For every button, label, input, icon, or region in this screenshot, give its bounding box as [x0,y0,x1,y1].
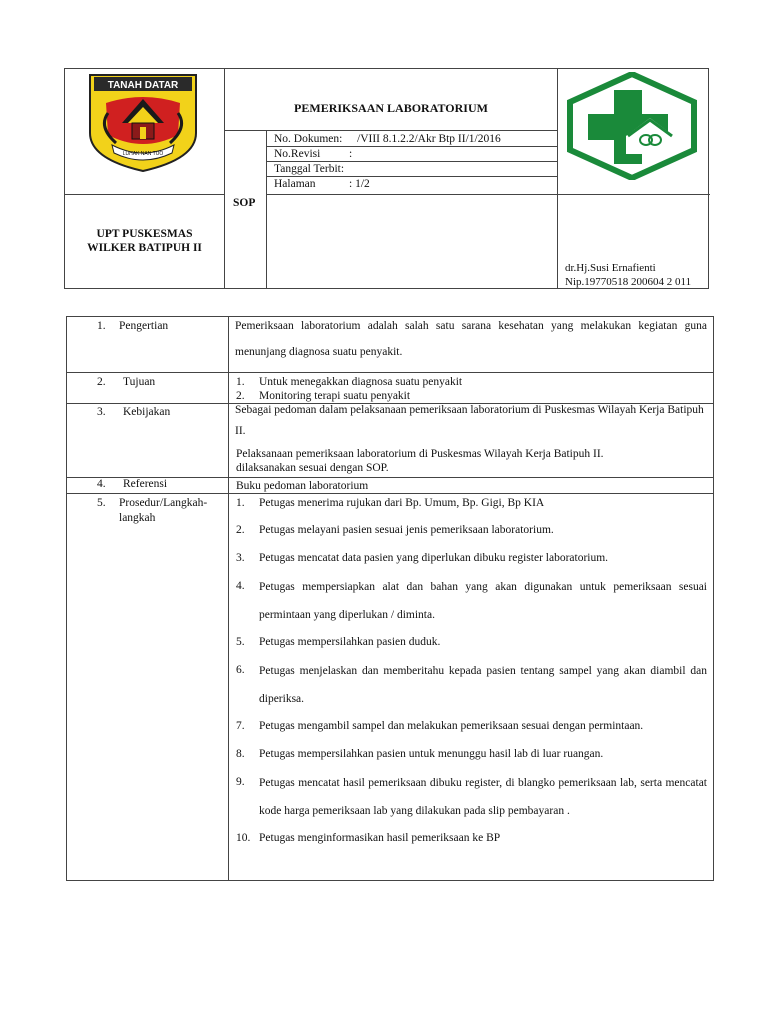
section-2-number: 2. [97,376,106,388]
section-1-content: Pemeriksaan laboratorium adalah salah satu sarana kesehatan yang melakukan kegiatan guna menunjang diagnosa suatu penyakit. [235,320,707,358]
step-7-number: 7. [236,720,245,732]
section-4-content: Buku pedoman laboratorium [236,480,369,492]
logo-left-text: TANAH DATAR [107,80,179,91]
doc-number-label: No. Dokumen: [274,133,343,145]
page-label: Halaman [274,178,316,190]
section-5-label-line1: Prosedur/Langkah- [119,497,208,509]
sop-label: SOP [233,197,256,209]
issue-date-label: Tanggal Terbit: [274,163,345,175]
section-3-label: Kebijakan [123,406,171,418]
kebijakan-para-2-line2: dilaksanakan sesuai dengan SOP. [236,462,389,474]
doc-number-value: /VIII 8.1.2.2/Akr Btp II/1/2016 [357,133,501,145]
section-3-number: 3. [97,406,106,418]
tujuan-item-1: Untuk menegakkan diagnosa suatu penyakit [259,376,463,388]
revision-value: : [349,148,353,160]
revision-label: No.Revisi [274,148,321,160]
step-5: Petugas mempersilahkan pasien duduk. [259,636,441,648]
step-2-number: 2. [236,524,245,536]
step-1: Petugas menerima rujukan dari Bp. Umum, Bp. Gigi, Bp KIA [259,497,545,509]
org-name-line1: UPT PUSKESMAS [96,228,193,240]
step-4-number: 4. [236,580,245,592]
tujuan-item-2-number: 2. [236,390,245,402]
section-1-label: Pengertian [119,320,169,332]
step-4: Petugas mempersiapkan alat dan bahan yang akan digunakan untuk pemeriksaan sesuai permintaan yang diperlukan / diminta. [259,581,707,621]
page-value: : 1/2 [349,178,370,190]
step-9: Petugas mencatat hasil pemeriksaan dibuku register, di blangko pemeriksaan lab, serta mencatat kode harga pemeriksaan lab yang dilakukan pada slip pembayaran . [259,777,707,817]
step-7: Petugas mengambil sampel dan melakukan pemeriksaan sesuai dengan permintaan. [259,720,644,732]
section-4-label: Referensi [123,478,168,490]
step-9-number: 9. [236,776,245,788]
logo-left-ribbon: LUHAK NAN TUO [122,151,164,157]
section-1-number: 1. [97,320,106,332]
puskesmas-logo [566,72,698,180]
step-8: Petugas mempersilahkan pasien untuk menunggu hasil lab di luar ruangan. [259,748,604,760]
step-6-number: 6. [236,664,245,676]
tujuan-item-1-number: 1. [236,376,245,388]
step-5-number: 5. [236,636,245,648]
tanah-datar-logo [86,73,200,173]
org-name-line2: WILKER BATIPUH II [87,242,202,254]
signatory-nip: Nip.19770518 200604 2 011 [565,276,692,288]
section-4-number: 4. [97,478,106,490]
step-8-number: 8. [236,748,245,760]
step-3-number: 3. [236,552,245,564]
document-title: PEMERIKSAAN LABORATORIUM [294,101,488,115]
kebijakan-para-2-line1: Pelaksanaan pemeriksaan laboratorium di Puskesmas Wilayah Kerja Batipuh II. [236,448,604,460]
step-10: Petugas menginformasikan hasil pemeriksaan ke BP [259,832,501,844]
step-2: Petugas melayani pasien sesuai jenis pemeriksaan laboratorium. [259,524,554,536]
section-5-number: 5. [97,497,106,509]
step-1-number: 1. [236,497,245,509]
step-10-number: 10. [236,832,251,844]
section-5-label-line2: langkah [119,512,156,524]
step-6: Petugas menjelaskan dan memberitahu kepada pasien tentang sampel yang akan diambil dan diperiksa. [259,665,707,705]
signatory-name: dr.Hj.Susi Ernafienti [565,262,656,274]
kebijakan-para-1: Sebagai pedoman dalam pelaksanaan pemeriksaan laboratorium di Puskesmas Wilayah Kerja Batipuh II. [235,404,704,437]
step-3: Petugas mencatat data pasien yang diperlukan dibuku register laboratorium. [259,552,609,564]
tujuan-item-2: Monitoring terapi suatu penyakit [259,390,411,402]
section-2-label: Tujuan [123,376,156,388]
